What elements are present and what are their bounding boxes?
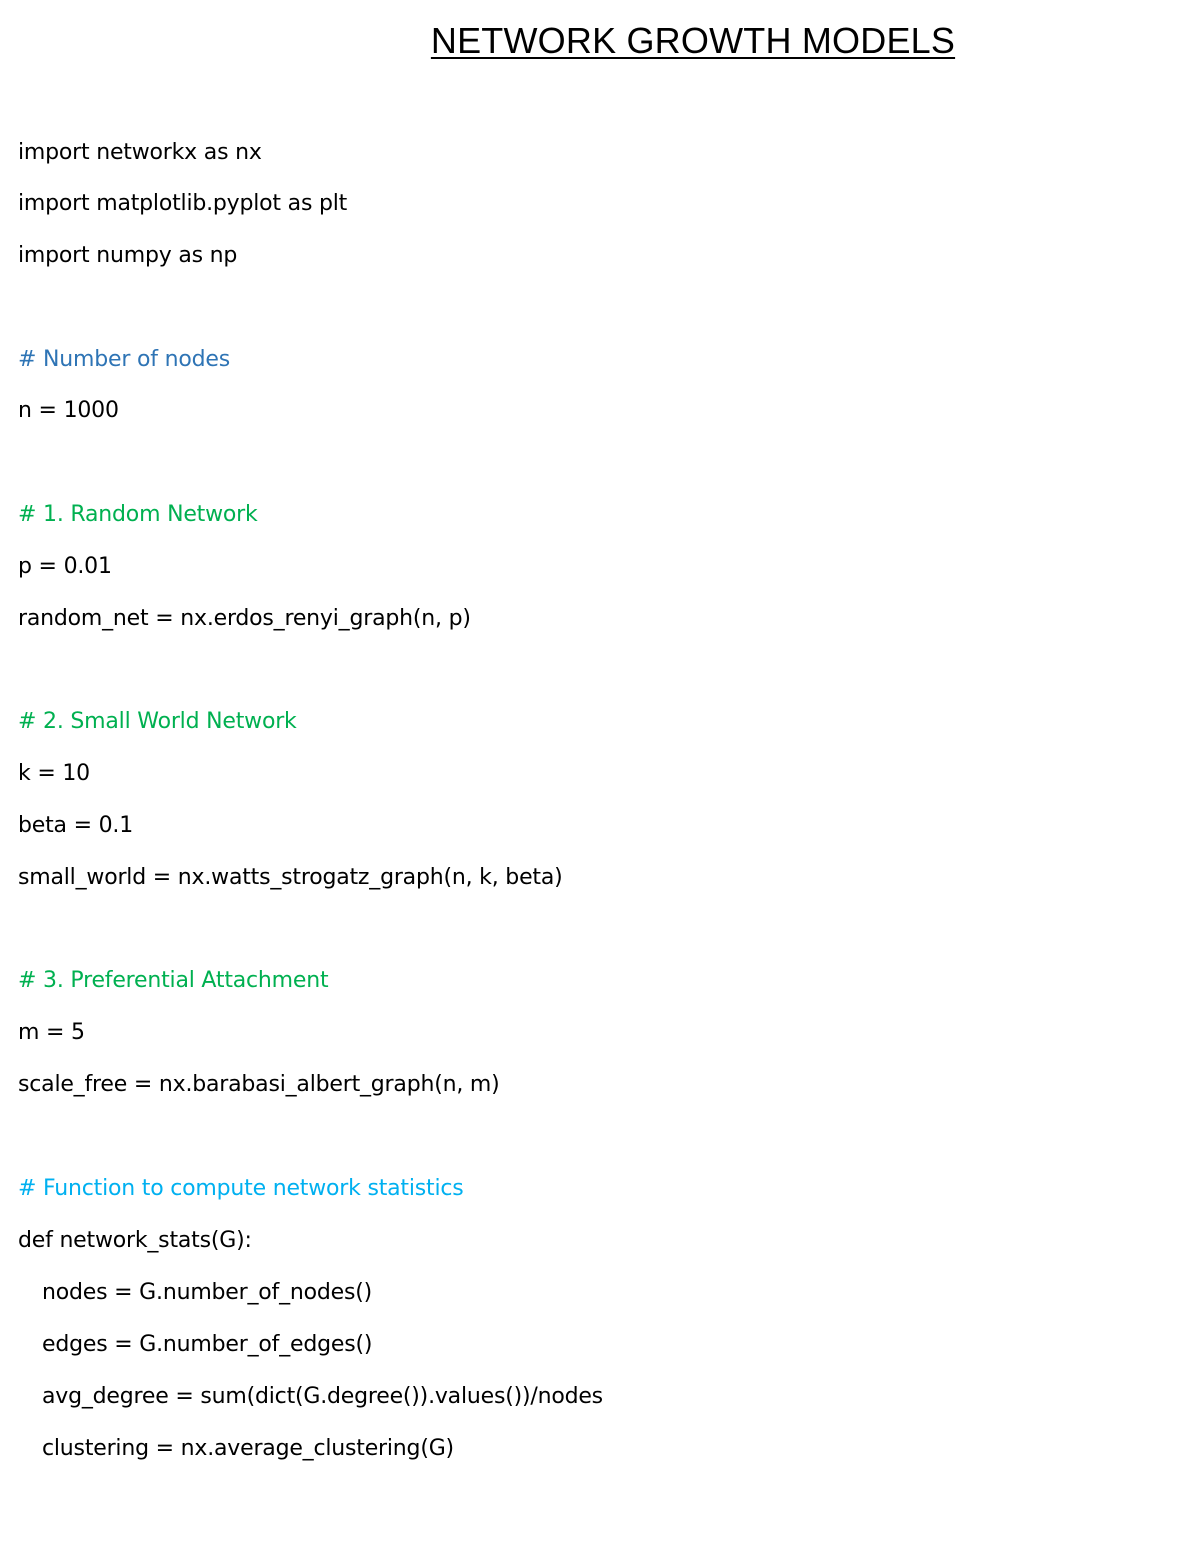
code-line-def-network-stats: def network_stats(G): [18, 1228, 252, 1253]
code-line-import-networkx: import networkx as nx [18, 140, 262, 165]
comment-number-of-nodes: # Number of nodes [18, 347, 230, 372]
code-line-import-numpy: import numpy as np [18, 243, 238, 268]
code-line-n: n = 1000 [18, 398, 119, 423]
code-line-m: m = 5 [18, 1020, 85, 1045]
code-line-import-matplotlib: import matplotlib.pyplot as plt [18, 191, 348, 216]
code-line-random-net: random_net = nx.erdos_renyi_graph(n, p) [18, 606, 471, 631]
code-line-scale-free: scale_free = nx.barabasi_albert_graph(n, m) [18, 1072, 500, 1097]
page-title: NETWORK GROWTH MODELS [430, 20, 956, 61]
code-line-clustering: clustering = nx.average_clustering(G) [42, 1436, 454, 1461]
comment-small-world-network: # 2. Small World Network [18, 709, 297, 734]
code-line-k: k = 10 [18, 761, 90, 786]
code-line-small-world: small_world = nx.watts_strogatz_graph(n, k, beta) [18, 865, 563, 890]
code-line-p: p = 0.01 [18, 554, 112, 579]
code-line-avg-degree: avg_degree = sum(dict(G.degree()).values())/nodes [42, 1384, 603, 1409]
code-line-nodes: nodes = G.number_of_nodes() [42, 1280, 373, 1305]
code-line-edges: edges = G.number_of_edges() [42, 1332, 373, 1357]
comment-function-network-statistics: # Function to compute network statistics [18, 1176, 464, 1201]
code-line-beta: beta = 0.1 [18, 813, 134, 838]
comment-random-network: # 1. Random Network [18, 502, 258, 527]
comment-preferential-attachment: # 3. Preferential Attachment [18, 968, 329, 993]
